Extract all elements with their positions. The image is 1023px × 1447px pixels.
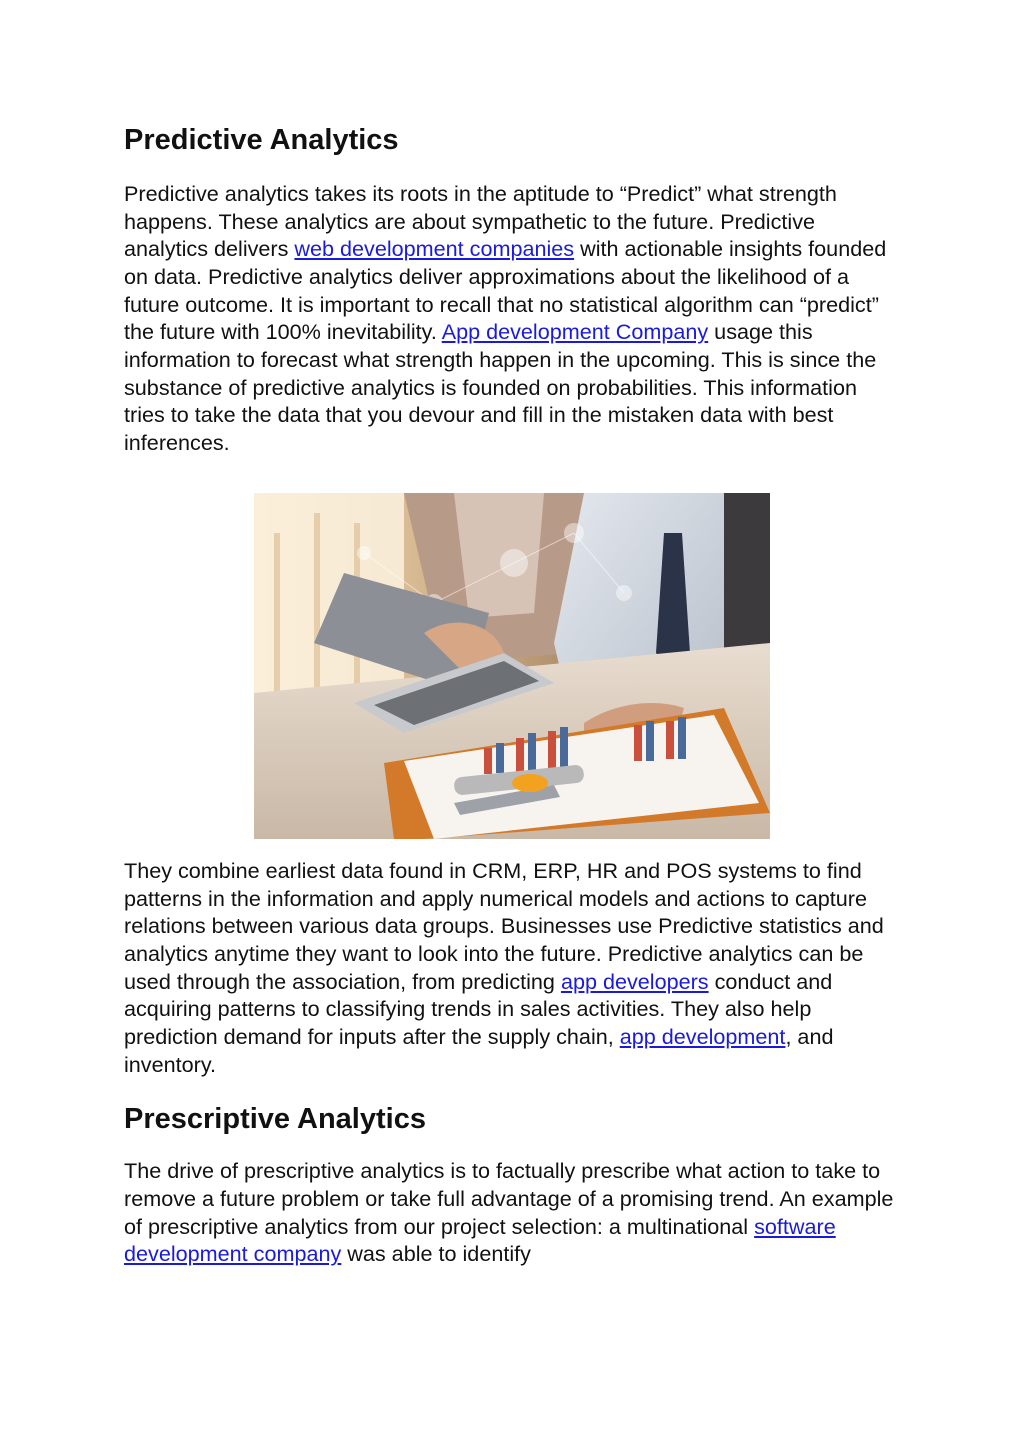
text-run: The drive of prescriptive analytics is to factually prescribe what action to take to remove a future problem or take full advantage of a promising trend. An example of prescriptive analytics from our project selection: a multinational	[124, 1158, 894, 1239]
link-app-development-company[interactable]: App development Company	[441, 319, 709, 345]
heading-predictive-analytics: Predictive Analytics	[124, 124, 399, 156]
paragraph-prescriptive-intro	[124, 1157, 899, 1268]
heading-prescriptive-analytics: Prescriptive Analytics	[124, 1103, 426, 1136]
link-app-development[interactable]: app development	[619, 1024, 786, 1050]
link-app-developers[interactable]: app developers	[560, 968, 709, 994]
text-run: with actionable insights founded on data. Predictive analytics deliver approximations about the likelihood of a future outcome. It is important to recall that no statistical algorithm can “predict” the future with 100% inevitability.	[124, 236, 887, 345]
paragraph-predictive-details	[124, 857, 899, 1079]
text-run: was able to identify	[341, 1241, 531, 1267]
text-run: conduct and acquiring patterns to classifying trends in sales activities. They also help prediction demand for inputs after the supply chain,	[124, 968, 833, 1050]
text-run: Predictive analytics takes its roots in the aptitude to “Predict” what strength happens. These analytics are about sympathetic to the future. Predictive analytics delivers	[124, 180, 837, 262]
text-run: They combine earliest data found in CRM, ERP, HR and POS systems to find patterns in the information and apply numerical models and actions to capture relations between various data groups. Businesses use Predictive statistics and analytics anytime they want to look into the future. Predictive analytics can be used through the association, from predicting	[124, 857, 884, 994]
analytics-photo	[254, 493, 770, 839]
document-content	[124, 118, 899, 1268]
text-run: , and inventory.	[124, 1024, 834, 1077]
link-software-development-company[interactable]: software development company	[124, 1213, 836, 1267]
paragraph-predictive-intro	[124, 180, 899, 457]
link-web-development-companies[interactable]: web development companies	[294, 236, 575, 262]
text-run: usage this information to forecast what strength happen in the upcoming. This is since the substance of predictive analytics is founded on probabilities. This information tries to take the data that you devour and fill in the mistaken data with best inferences.	[124, 319, 877, 456]
